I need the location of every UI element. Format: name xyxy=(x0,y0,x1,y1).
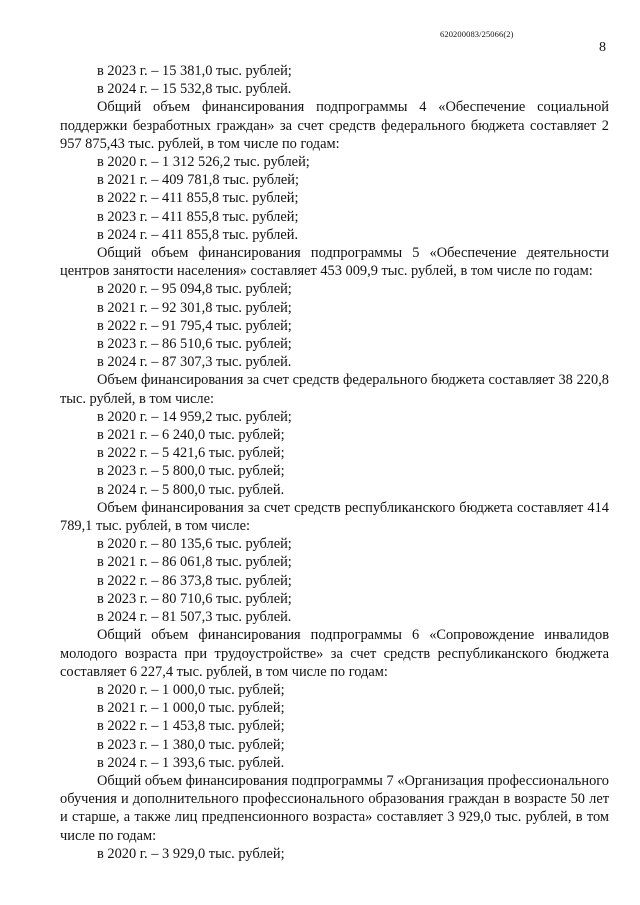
list-item: в 2020 г. – 95 094,8 тыс. рублей; xyxy=(97,281,292,298)
paragraph: Общий объем финансирования подпрограммы 6 «Сопровождение инвалидов молодого возраста при трудоустройстве» за счет средств республиканского бюджета составляет 6 227,4 тыс. рублей, в том числе по годам: xyxy=(60,627,609,680)
list-item: в 2023 г. – 86 510,6 тыс. рублей; xyxy=(97,336,292,353)
list-item: в 2024 г. – 81 507,3 тыс. рублей. xyxy=(97,609,292,626)
list-item: в 2021 г. – 1 000,0 тыс. рублей; xyxy=(97,700,285,717)
list-item: в 2022 г. – 5 421,6 тыс. рублей; xyxy=(97,445,285,462)
paragraph: Общий объем финансирования подпрограммы 4 «Обеспечение социальной поддержки безработных граждан» за счет средств федерального бюджета составляет 2 957 875,43 тыс. рублей, в том числе по годам: xyxy=(60,99,609,152)
list-item: в 2023 г. – 80 710,6 тыс. рублей; xyxy=(97,590,292,607)
list-item: в 2021 г. – 86 061,8 тыс. рублей; xyxy=(97,554,292,571)
list-item: в 2020 г. – 80 135,6 тыс. рублей; xyxy=(97,536,292,553)
list-item: в 2024 г. – 411 855,8 тыс. рублей. xyxy=(97,226,299,243)
list-item: в 2021 г. – 409 781,8 тыс. рублей; xyxy=(97,172,299,189)
paragraph: Общий объем финансирования подпрограммы 5 «Обеспечение деятельности центров занятости населения» составляет 453 009,9 тыс. рублей, в том числе по годам: xyxy=(60,245,609,280)
document-body xyxy=(60,62,609,863)
list-item: в 2024 г. – 1 393,6 тыс. рублей. xyxy=(97,754,285,771)
list-item: в 2020 г. – 1 000,0 тыс. рублей; xyxy=(97,681,285,698)
list-item: в 2023 г. – 5 800,0 тыс. рублей; xyxy=(97,463,285,480)
list-item: в 2020 г. – 14 959,2 тыс. рублей; xyxy=(97,408,292,425)
page-number: 8 xyxy=(599,40,606,55)
list-item: в 2024 г. – 5 800,0 тыс. рублей. xyxy=(97,481,285,498)
document-id: 620200083/25066(2) xyxy=(440,29,514,39)
list-item: в 2020 г. – 1 312 526,2 тыс. рублей; xyxy=(97,154,310,171)
paragraph: Объем финансирования за счет средств республиканского бюджета составляет 414 789,1 тыс. рублей, в том числе: xyxy=(60,499,609,535)
list-item: в 2023 г. – 15 381,0 тыс. рублей; xyxy=(97,63,292,79)
list-item: в 2022 г. – 86 373,8 тыс. рублей; xyxy=(97,572,292,589)
paragraph: Объем финансирования за счет средств федерального бюджета составляет 38 220,8 тыс. рублей, в том числе: xyxy=(60,372,609,407)
list-item: в 2022 г. – 1 453,8 тыс. рублей; xyxy=(97,718,285,735)
list-item: в 2023 г. – 411 855,8 тыс. рублей; xyxy=(97,208,299,225)
list-item: в 2020 г. – 3 929,0 тыс. рублей; xyxy=(97,845,285,862)
list-item: в 2021 г. – 6 240,0 тыс. рублей; xyxy=(97,427,285,444)
list-item: в 2021 г. – 92 301,8 тыс. рублей; xyxy=(97,299,292,316)
list-item: в 2024 г. – 15 532,8 тыс. рублей. xyxy=(97,81,292,98)
list-item: в 2022 г. – 91 795,4 тыс. рублей; xyxy=(97,317,292,334)
list-item: в 2024 г. – 87 307,3 тыс. рублей. xyxy=(97,354,292,371)
paragraph: Общий объем финансирования подпрограммы 7 «Организация профессионального обучения и дополнительного профессионального образования граждан в возрасте 50 лет и старше, а также лиц предпенсионного возраста» составляет 3 929,0 тыс. рублей, в том числе по годам: xyxy=(60,772,609,844)
list-item: в 2023 г. – 1 380,0 тыс. рублей; xyxy=(97,736,285,753)
list-item: в 2022 г. – 411 855,8 тыс. рублей; xyxy=(97,190,299,207)
